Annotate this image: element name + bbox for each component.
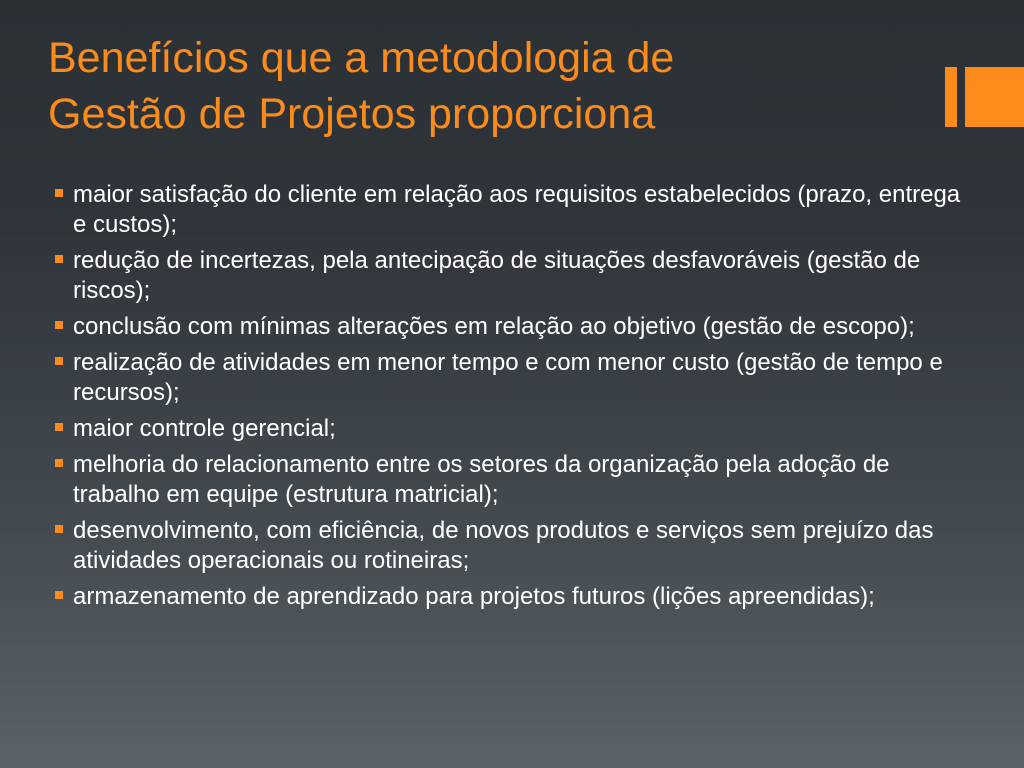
square-bullet-icon xyxy=(55,423,63,431)
bullet-item xyxy=(52,312,972,342)
bullet-item xyxy=(52,450,972,510)
square-bullet-icon xyxy=(55,189,63,197)
slide-title xyxy=(48,30,918,142)
square-bullet-icon xyxy=(55,525,63,533)
bullet-text: melhoria do relacionamento entre os setores da organização pela adoção de trabalho em equipe (estrutura matricial); xyxy=(73,451,890,508)
bullet-item xyxy=(52,246,972,306)
slide-title-line-1: Benefícios que a metodologia de xyxy=(48,34,675,82)
decorative-bar-thin xyxy=(945,67,957,127)
bullet-item xyxy=(52,516,972,576)
bullet-text: conclusão com mínimas alterações em relação ao objetivo (gestão de escopo); xyxy=(73,313,915,340)
bullet-text: redução de incertezas, pela antecipação de situações desfavoráveis (gestão de riscos); xyxy=(73,247,921,304)
bullet-text: realização de atividades em menor tempo e com menor custo (gestão de tempo e recursos); xyxy=(73,349,943,406)
square-bullet-icon xyxy=(55,459,63,467)
bullet-item xyxy=(52,180,972,240)
bullet-text: maior satisfação do cliente em relação aos requisitos estabelecidos (prazo, entrega e custos); xyxy=(73,181,961,238)
bullet-text: maior controle gerencial; xyxy=(73,415,336,442)
bullet-item xyxy=(52,414,972,444)
square-bullet-icon xyxy=(55,591,63,599)
square-bullet-icon xyxy=(55,255,63,263)
bullet-list xyxy=(52,180,972,618)
bullet-text: armazenamento de aprendizado para projetos futuros (lições apreendidas); xyxy=(73,583,875,610)
square-bullet-icon xyxy=(55,321,63,329)
slide-title-line-2: Gestão de Projetos proporciona xyxy=(48,90,656,138)
decorative-bar-wide xyxy=(965,67,1024,127)
bullet-item xyxy=(52,582,972,612)
bullet-item xyxy=(52,348,972,408)
square-bullet-icon xyxy=(55,357,63,365)
bullet-text: desenvolvimento, com eficiência, de novos produtos e serviços sem prejuízo das atividades operacionais ou rotineiras; xyxy=(73,517,934,574)
